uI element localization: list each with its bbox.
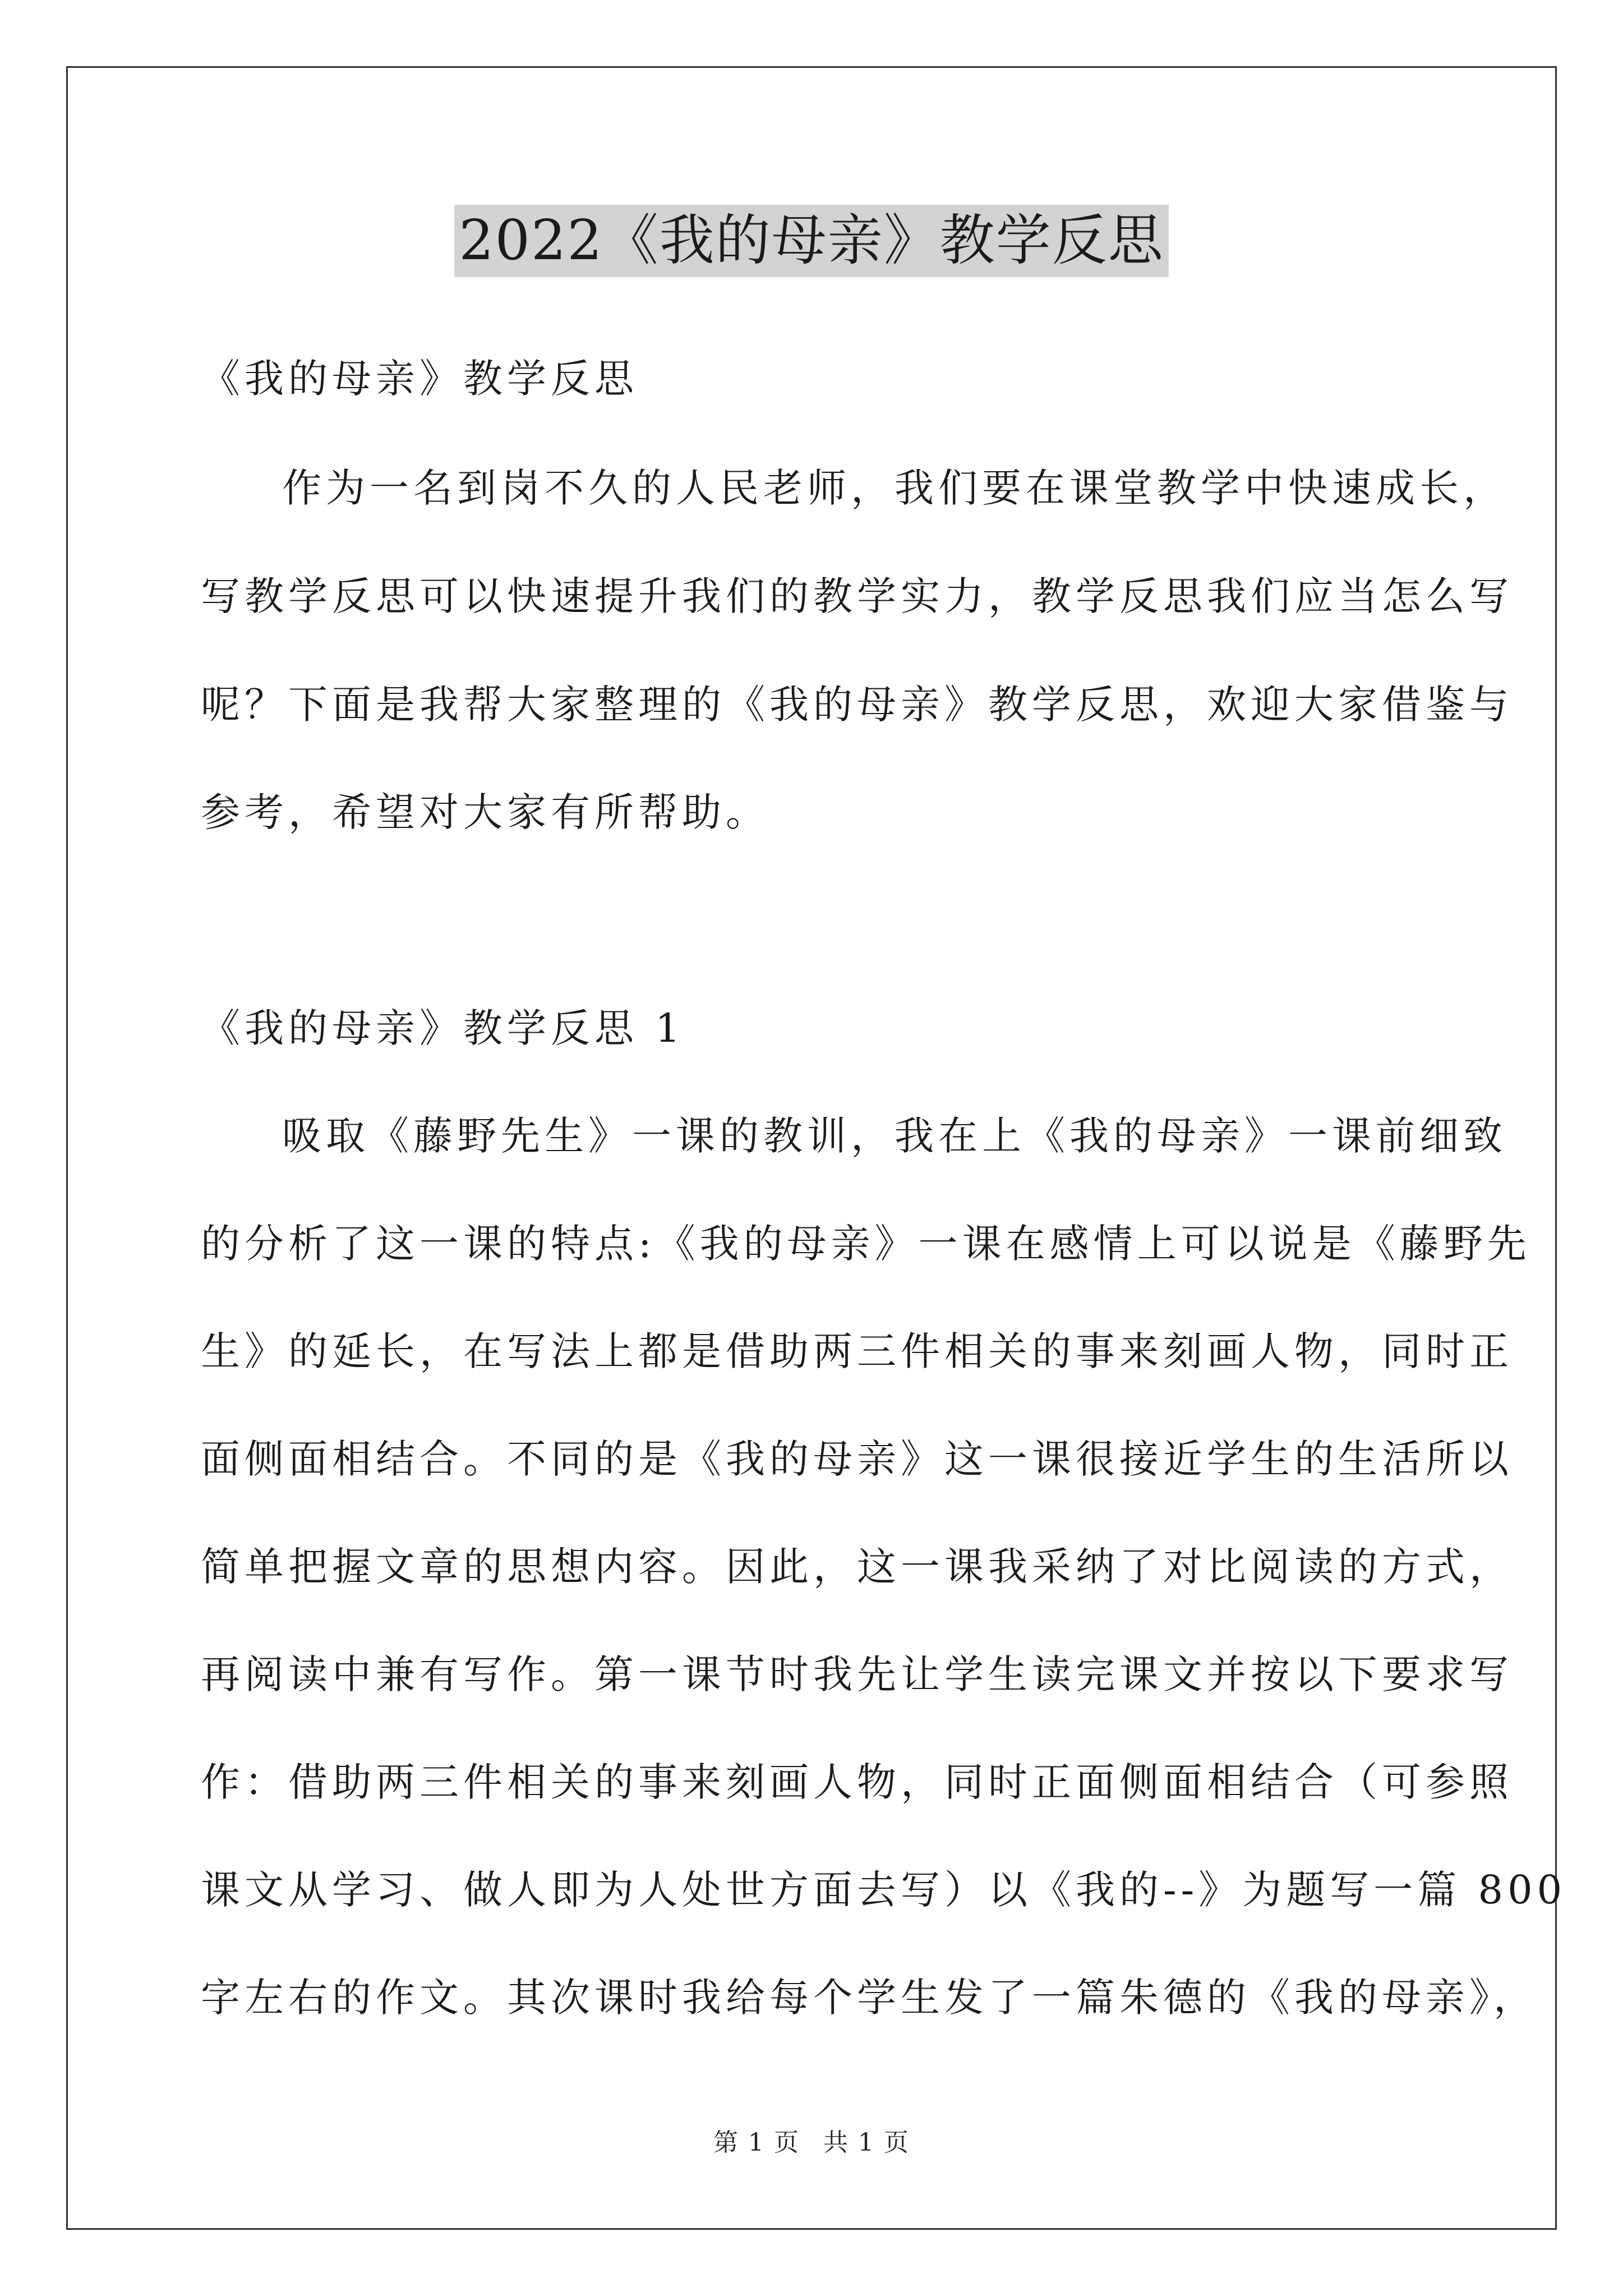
page-number: 第 1 页 — [713, 2128, 800, 2157]
section-heading: 《我的母亲》教学反思 1 — [201, 1005, 685, 1051]
intro-line: 呢？下面是我帮大家整理的《我的母亲》教学反思，欢迎大家借鉴与 — [201, 682, 1513, 728]
section-line: 作：借助两三件相关的事来刻画人物，同时正面侧面相结合（可参照 — [201, 1759, 1513, 1805]
title-container — [0, 205, 1623, 277]
section-line: 生》的延长，在写法上都是借助两三件相关的事来刻画人物，同时正 — [201, 1328, 1513, 1374]
intro-line: 作为一名到岗不久的人民老师，我们要在课堂教学中快速成长， — [282, 465, 1507, 511]
intro-line: 参考，希望对大家有所帮助。 — [201, 789, 769, 835]
section-line: 吸取《藤野先生》一课的教训，我在上《我的母亲》一课前细致 — [282, 1113, 1507, 1159]
intro-line: 写教学反思可以快速提升我们的教学实力，教学反思我们应当怎么写 — [201, 573, 1513, 619]
document-subtitle: 《我的母亲》教学反思 — [201, 356, 638, 402]
section-line: 字左右的作文。其次课时我给每个学生发了一篇朱德的《我的母亲》， — [201, 1975, 1537, 2021]
section-line: 课文从学习、做人即为人处世方面去写）以《我的--》为题写一篇 800 — [201, 1867, 1567, 1913]
section-line: 简单把握文章的思想内容。因此，这一课我采纳了对比阅读的方式， — [201, 1544, 1513, 1590]
page-total: 共 1 页 — [823, 2128, 910, 2157]
document-title: 2022《我的母亲》教学反思 — [454, 205, 1168, 277]
section-line: 再阅读中兼有写作。第一课节时我先让学生读完课文并按以下要求写 — [201, 1651, 1513, 1697]
section-line: 的分析了这一课的特点:《我的母亲》一课在感情上可以说是《藤野先 — [201, 1221, 1531, 1267]
section-line: 面侧面相结合。不同的是《我的母亲》这一课很接近学生的生活所以 — [201, 1436, 1513, 1482]
page-footer — [0, 2126, 1623, 2160]
